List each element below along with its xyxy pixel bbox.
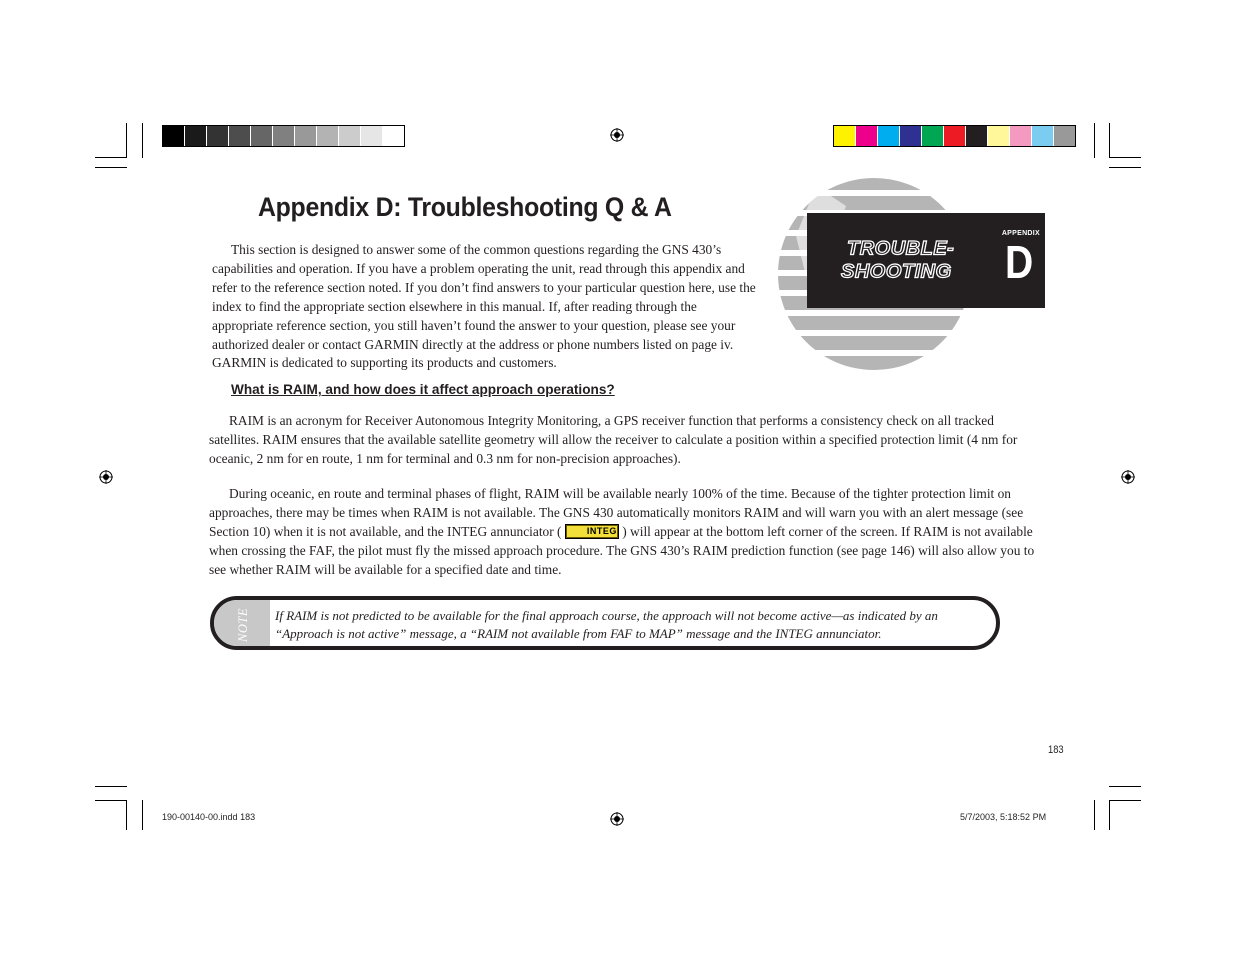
tab-word-trouble: TROUBLE- — [847, 238, 955, 260]
crop-mark — [95, 167, 127, 168]
slug-file-info: 190-00140-00.indd 183 — [162, 812, 256, 822]
color-swatch — [361, 126, 383, 146]
appendix-letter: D — [1004, 236, 1033, 288]
color-swatch — [207, 126, 229, 146]
intro-paragraph — [212, 241, 760, 373]
color-swatch — [383, 126, 404, 146]
color-swatch — [229, 126, 251, 146]
color-swatch — [878, 126, 900, 146]
color-swatch — [944, 126, 966, 146]
appendix-label: APPENDIX — [1001, 230, 1040, 237]
page-title: Appendix D: Troubleshooting Q & A — [258, 192, 672, 222]
color-swatch — [317, 126, 339, 146]
crop-mark — [126, 800, 127, 830]
color-swatch — [856, 126, 878, 146]
question-heading: What is RAIM, and how does it affect approach operations? — [231, 382, 615, 397]
crop-mark — [1094, 800, 1095, 830]
color-bar — [833, 125, 1076, 147]
color-swatch — [251, 126, 273, 146]
crop-mark — [1109, 167, 1141, 168]
crop-mark — [126, 123, 127, 158]
crop-mark — [142, 123, 143, 158]
crop-mark — [1109, 786, 1141, 787]
color-swatch — [900, 126, 922, 146]
registration-target-icon — [1121, 470, 1135, 484]
crop-mark — [95, 157, 127, 158]
intro-text: This section is designed to answer some of the common questions regarding the GNS 430’s capabilities and operation. If you have a problem operating the unit, read through this appendix and refer to the reference section noted. If you don’t find answers to your particular question here, use the index to find the appropriate section elsewhere in this manual. If, after reading through the appropriate reference section, you still haven’t found the answer to your question, please see your authorized dealer or contact GARMIN directly at the address or phone numbers listed on page iv. GARMIN is dedicated to supporting its products and customers. — [212, 242, 756, 371]
color-swatch — [1054, 126, 1075, 146]
color-swatch — [339, 126, 361, 146]
integ-annunciator-icon: INTEG — [565, 524, 619, 539]
paragraph-2-before: During oceanic, en route and terminal phases of flight, RAIM will be available nearly 100% of the time. Because of the tighter protection limit on approaches, there may be times when RAIM is not available. The GNS 430 automatically monitors RAIM and will warn you with an alert message (see Section 10) when it is not available, and the INTEG annunciator ( — [209, 486, 1024, 539]
crop-mark — [142, 800, 143, 830]
crop-mark — [1109, 800, 1110, 830]
color-swatch — [295, 126, 317, 146]
note-text: If RAIM is not predicted to be available for the final approach course, the approach will not become active—as indicated by an “Approach is not active” message, a “RAIM not available from FAF to MAP” message and the INTEG annunciator. — [275, 608, 938, 641]
color-swatch — [966, 126, 988, 146]
crop-mark — [95, 800, 127, 801]
color-swatch — [988, 126, 1010, 146]
crop-mark — [1109, 800, 1141, 801]
crop-mark — [1109, 157, 1141, 158]
slug-timestamp: 5/7/2003, 5:18:52 PM — [960, 812, 1047, 822]
color-swatch — [273, 126, 295, 146]
note-box — [210, 596, 1000, 650]
raim-paragraph-2 — [209, 485, 1039, 580]
color-swatch — [185, 126, 207, 146]
color-swatch — [922, 126, 944, 146]
registration-target-icon — [610, 812, 624, 826]
color-swatch — [834, 126, 856, 146]
crop-mark — [95, 786, 127, 787]
raim-paragraph-1-text: RAIM is an acronym for Receiver Autonomous Integrity Monitoring, a GPS receiver function that performs a consistency check on all tracked satellites. RAIM ensures that the available satellite geometry will allow the receiver to calculate a position within a specified protection limit (4 nm for oceanic, 2 nm for en route, 1 nm for terminal and 0.3 nm for non-precision approaches). — [209, 413, 1018, 466]
crop-mark — [1094, 123, 1095, 158]
tab-word-shooting: SHOOTING — [841, 261, 952, 283]
grayscale-bar — [162, 125, 405, 147]
raim-paragraph-2-text — [209, 485, 1039, 580]
note-label: NOTE — [236, 608, 250, 642]
paragraph-2-after: ) will appear at the bottom left corner of the screen. If RAIM is not available when crossing the FAF, the pilot must fly the missed approach procedure. The GNS 430’s RAIM prediction function (see page 146) will also allow you to see whether RAIM will be available for a specified date and time. — [209, 523, 1035, 577]
registration-target-icon — [610, 128, 624, 142]
crop-mark — [1109, 123, 1110, 158]
appendix-tab — [807, 213, 1045, 308]
color-swatch — [1032, 126, 1054, 146]
color-swatch — [163, 126, 185, 146]
color-swatch — [1010, 126, 1032, 146]
raim-paragraph-1 — [209, 412, 1039, 469]
page-number: 183 — [1048, 744, 1064, 756]
registration-target-icon — [99, 470, 113, 484]
